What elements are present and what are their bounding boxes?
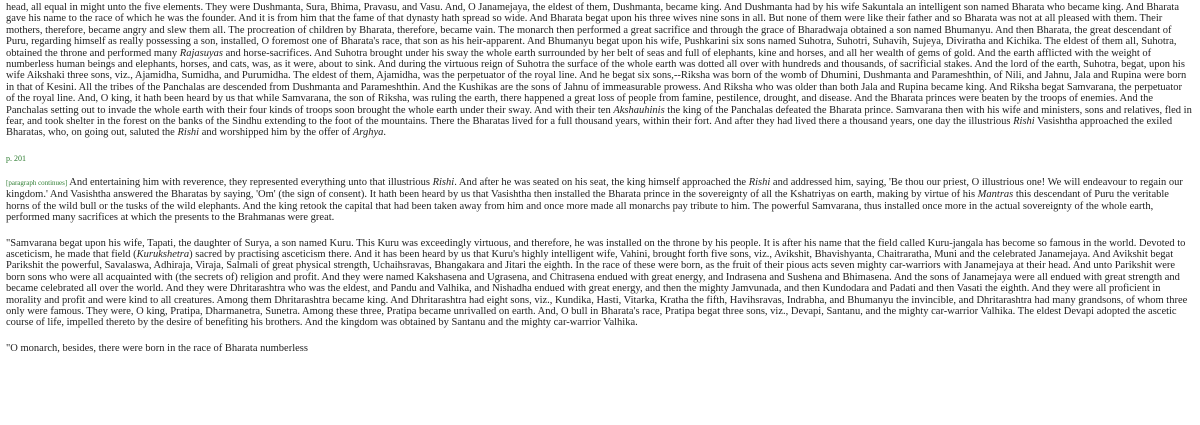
page-number-link[interactable]: p. 201 <box>6 153 26 163</box>
paragraph-4: "O monarch, besides, there were born in the race of Bharata numberless <box>6 342 308 354</box>
italic-term: Kurukshetra <box>136 248 190 260</box>
italic-term: Rajasuyas <box>179 47 223 59</box>
paragraph-2 <box>6 177 1192 224</box>
paragraph-continues-note: [paragraph continues] <box>6 178 68 187</box>
paragraph-2-text: And entertaining him with reverence, they represented everything unto that illustrious Rishi. And after he was seated on his seat, the king himself approached the Rishi and addressed him, saying, 'Be thou our priest, O illustrious one! We will endeavour to regain our kingdom.' And Vasishtha answered the Bharatas by saying, 'Om' (the sign of consent). It hath been heard by us that Vasishtha then installed the Bharata prince in the sovereignty of all the Kshatriyas on earth, making by virtue of his Mantras this descendant of Puru the veritable horns of the wild bull or the tusks of the wild elephants. And the king retook the capital that had been taken away from him and once more made all monarchs pay tribute to him. The powerful Samvarana, thus installed once more in the actual sovereignty of the whole earth, performed many sacrifices at which the presents to the Brahmanas were great. <box>6 176 1183 224</box>
italic-term: Rishi <box>432 176 455 188</box>
italic-term: Mantras <box>977 189 1014 201</box>
italic-term: Rishi <box>748 176 771 188</box>
paragraph-3: "Samvarana begat upon his wife, Tapati, the daughter of Surya, a son named Kuru. This Kuru was exceedingly virtuous, and therefore, he was installed on the throne by his people. It is after his name that the field called Kuru-jangala has become so famous in the world. Devoted to asceticism, he made that field (Kurukshetra) sacred by practising asceticism there. And it has been heard by us that Kuru's highly intelligent wife, Vahini, brought forth five sons, viz., Avikshit, Bhavishyanta, Chaitraratha, Muni and the celebrated Janamejaya. And Avikshit begat Parikshit the powerful, Savalaswa, Adhiraja, Viraja, Salmali of great physical strength, Uchaihsravas, Bhangakara and Jitari the eighth. In the race of these were born, as the fruit of their pious acts seven mighty car-warriors with Janamejaya at their head. And unto Parikshit were born sons who were all acquainted with (the secrets of) religion and profit. And they were named Kakshasena and Ugrasena, and Chitrasena endued with great energy, and Indrasena and Sushena and Bhimasena. And the sons of Janamejaya were all endued with great strength and became celebrated all over the world. And they were Dhritarashtra who was the eldest, and Pandu and Valhika, and Nishadha endued with great energy, and then the mighty Jamvunada, and then Kundodara and Padati and then Vasati the eighth. And they were all proficient in morality and profit and were kind to all creatures. Among them Dhritarashtra became king. And Dhritarashtra had eight sons, viz., Kundika, Hasti, Vitarka, Kratha the fifth, Havihsravas, Indrabha, and Bhumanyu the invincible, and Dhritarashtra had many grandsons, of whom three only were famous. They were, O king, Pratipa, Dharmanetra, Sunetra. Among these three, Pratipa became unrivalled on earth. And, O bull in Bharata's race, Pratipa begat three sons, viz., Devapi, Santanu, and the mighty car-warrior Valhika. The eldest Devapi adopted the ascetic course of life, impelled thereto by the desire of benefiting his brothers. And the kingdom was obtained by Santanu and the mighty car-warrior Valhika. <box>6 237 1188 329</box>
italic-term: Arghya <box>352 127 384 139</box>
italic-term: Akshauhinis <box>613 104 665 116</box>
paragraph-1: head, all equal in might unto the five elements. They were Dushmanta, Sura, Bhima, Pravasu, and Vasu. And, O Janamejaya, the eldest of them, Dushmanta, became king. And Dushmanta had by his wife Sakuntala an intelligent son named Bharata who became king. And Bharata gave his name to the race of which he was the founder. And it is from him that the fame of that dynasty hath spread so wide. And Bharata begat upon his three wives nine sons in all. But none of them were like their father and so Bharata was not at all pleased with them. Their mothers, therefore, became angry and slew them all. The procreation of children by Bharata, therefore, became vain. The monarch then performed a great sacrifice and through the grace of Bharadwaja obtained a son named Bhumanyu. And then Bharata, the great descendant of Puru, regarding himself as really possessing a son, installed, O foremost one of Bharata's race, that son as his heir-apparent. And Bhumanyu begat upon his wife, Pushkarini six sons named Suhotra, Suhotri, Suhavih, Sujeya, Diviratha and Kichika. The eldest of them all, Suhotra, obtained the throne and performed many Rajasuyas and horse-sacrifices. And Suhotra brought under his sway the whole earth surrounded by her belt of seas and full of elephants, kine and horses, and all her wealth of gems of gold. And the earth afflicted with the weight of numberless human beings and elephants, horses, and cats, was, as it were, about to sink. And during the virtuous reign of Suhotra the surface of the whole earth was dotted all over with hundreds and thousands, of sacrificial stakes. And the lord of the earth, Suhotra, begat, upon his wife Aikshaki three sons, viz., Ajamidha, Sumidha, and Purumidha. The eldest of them, Ajamidha, was the perpetuator of the royal line. And he begat six sons,--Riksha was born of the womb of Dhumini, Dushmanta and Parameshthin, of Nili, and Jahnu, Jala and Rupina were born in that of Kesini. All the tribes of the Panchalas are descended from Dushmanta and Parameshthin. And the Kushikas are the sons of Jahnu of immeasurable prowess. And Riksha who was older than both Jala and Rupina became king. And Riksha begat Samvarana, the perpetuator of the royal line. And, O king, it hath been heard by us that while Samvarana, the son of Riksha, was ruling the earth, there happened a great loss of people from famine, pestilence, drought, and disease. And the Bharata princes were beaten by the troops of enemies. And the Panchalas setting out to invade the whole earth with their four kinds of troops soon brought the whole earth under their sway. And with their ten Akshauhinis the king of the Panchalas defeated the Bharata prince. Samvarana then with his wife and ministers, sons and relatives, fled in fear, and took shelter in the forest on the banks of the Sindhu extending to the foot of the mountains. There the Bharatas lived for a full thousand years, within their fort. And after they had lived there a thousand years, one day the illustrious Rishi Vasishtha approached the exiled Bharatas, who, on going out, saluted the Rishi and worshipped him by the offer of Arghya. <box>6 2 1192 139</box>
italic-term: Rishi <box>177 127 200 139</box>
italic-term: Rishi <box>1013 116 1035 128</box>
